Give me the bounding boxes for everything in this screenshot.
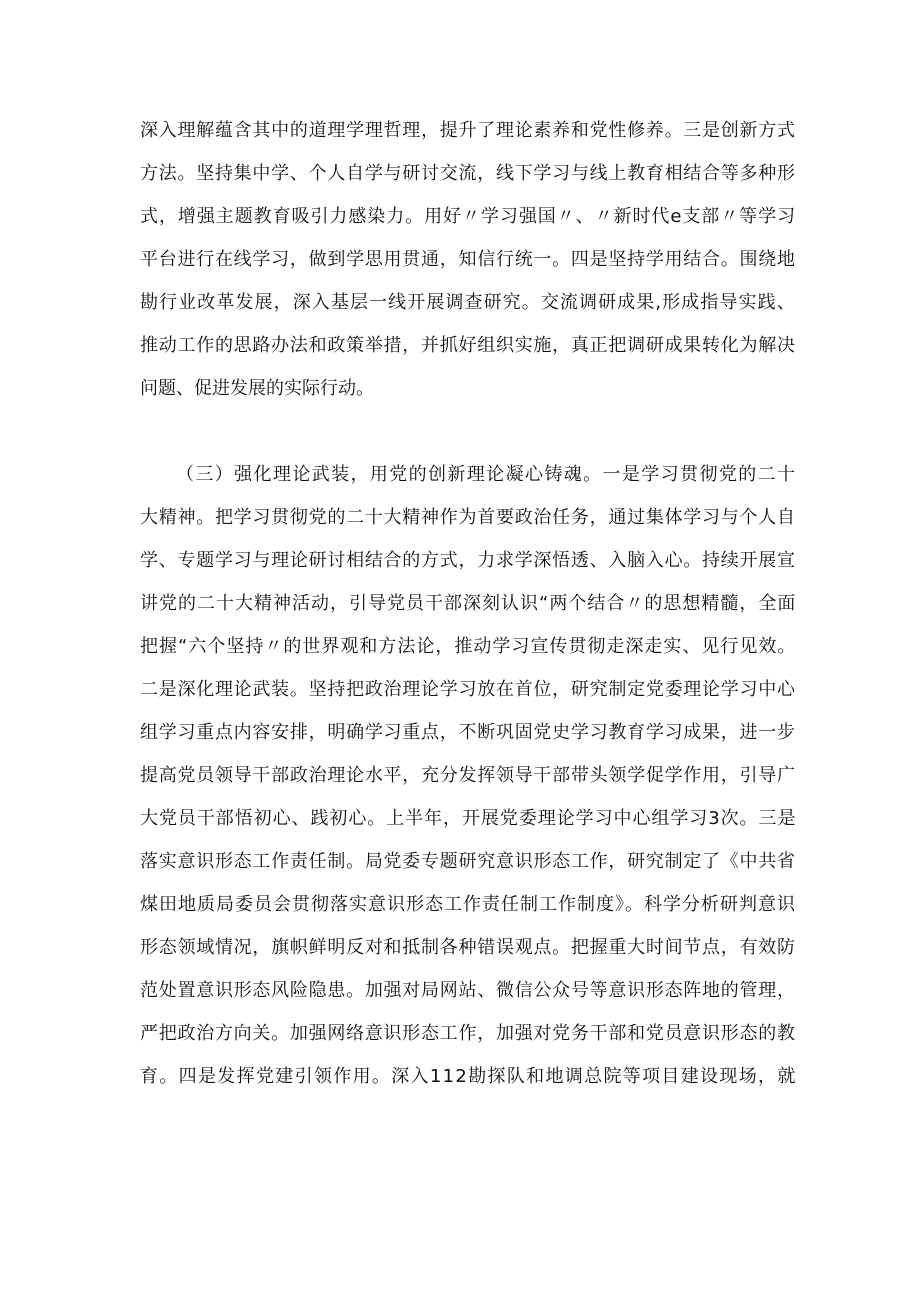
paragraph-line: 平台进行在线学习，做到学思用贯通，知信行统一。四是坚持学用结合。围绕地 (140, 249, 796, 270)
section-heading-line: （三）强化理论武装，用党的创新理论凝心铸魂。一是学习贯彻党的二十 (176, 464, 797, 485)
paragraph-line: 学、专题学习与理论研讨相结合的方式，力求学深悟透、入脑入心。持续开展宣 (140, 550, 796, 571)
paragraph-line: 落实意识形态工作责任制。局党委专题研究意识形态工作，研究制定了《中共省 (140, 851, 796, 872)
paragraph-line: 深入理解蕴含其中的道理学理哲理，提升了理论素养和党性修养。三是创新方式 (140, 120, 796, 141)
paragraph-line: 提高党员领导干部政治理论水平，充分发挥领导干部带头领学促学作用，引导广 (140, 765, 796, 786)
paragraph-line: 把握“六个坚持〃的世界观和方法论，推动学习宣传贯彻走深走实、见行见效。 (140, 636, 797, 657)
paragraph-line: 范处置意识形态风险隐患。加强对局网站、微信公众号等意识形态阵地的管理， (140, 980, 796, 1001)
paragraph-line: 勘行业改革发展，深入基层一线开展调查研究。交流调研成果,形成指导实践、 (140, 292, 796, 313)
paragraph-line: 形态领域情况，旗帜鲜明反对和抵制各种错误观点。把握重大时间节点，有效防 (140, 937, 796, 958)
paragraph-line: 问题、促进发展的实际行动。 (140, 378, 374, 399)
paragraph-line: 煤田地质局委员会贯彻落实意识形态工作责任制工作制度》。科学分析研判意识 (140, 894, 796, 915)
paragraph-line: 方法。坚持集中学、个人自学与研讨交流，线下学习与线上教育相结合等多种形 (140, 163, 796, 184)
paragraph-line: 大党员干部悟初心、践初心。上半年，开展党委理论学习中心组学习3次。三是 (140, 808, 797, 829)
paragraph-line: 讲党的二十大精神活动，引导党员干部深刻认识“两个结合〃的思想精髓，全面 (140, 593, 797, 614)
paragraph-line: 二是深化理论武装。坚持把政治理论学习放在首位，研究制定党委理论学习中心 (140, 679, 796, 700)
paragraph-line: 大精神。把学习贯彻党的二十大精神作为首要政治任务，通过集体学习与个人自 (140, 507, 796, 528)
paragraph-line: 育。四是发挥党建引领作用。深入112勘探队和地调总院等项目建设现场，就 (140, 1066, 797, 1087)
paragraph-line: 推动工作的思路办法和政策举措，并抓好组织实施，真正把调研成果转化为解决 (140, 335, 796, 356)
paragraph-line: 严把政治方向关。加强网络意识形态工作，加强对党务干部和党员意识形态的教 (140, 1023, 796, 1044)
paragraph-line: 组学习重点内容安排，明确学习重点，不断巩固党史学习教育学习成果，进一步 (140, 722, 796, 743)
paragraph-line: 式，增强主题教育吸引力感染力。用好〃学习强国〃、〃新时代e支部〃等学习 (140, 206, 797, 227)
